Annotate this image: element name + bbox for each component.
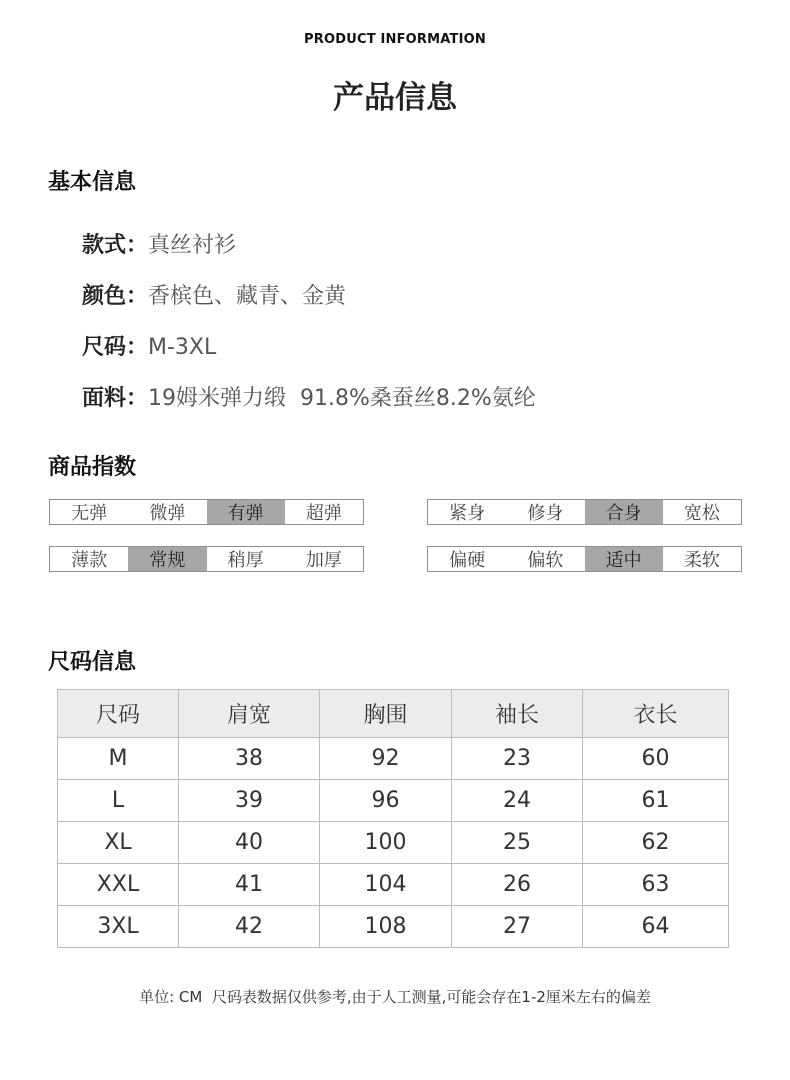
index-option: 紧身	[449, 503, 486, 524]
index-option: 无弹	[71, 503, 108, 524]
index-option: 修身	[527, 503, 564, 524]
thickness-index	[49, 546, 364, 572]
table-cell: 25	[452, 822, 583, 864]
table-cell: 40	[179, 822, 320, 864]
index-option: 适中	[585, 547, 663, 571]
table-cell: 26	[452, 864, 583, 906]
info-label: 颜色：	[82, 284, 149, 309]
index-option: 加厚	[305, 550, 342, 571]
info-value: 19姆米弹力缎 91.8%桑蚕丝8.2%氨纶	[148, 386, 536, 411]
info-label: 尺码：	[82, 335, 149, 360]
info-value: 香槟色、藏青、金黄	[148, 284, 347, 309]
info-value: M-3XL	[148, 335, 217, 360]
page-title: 产品信息	[333, 80, 457, 116]
column-header: 衣长	[583, 690, 729, 738]
info-row-fabric	[82, 381, 536, 412]
info-row-style	[82, 228, 236, 259]
info-label: 款式：	[82, 233, 149, 258]
info-value: 真丝衬衫	[148, 233, 237, 258]
table-cell: 42	[179, 906, 320, 948]
info-row-color	[82, 279, 346, 310]
column-header: 尺码	[58, 690, 179, 738]
index-option: 常规	[128, 547, 206, 571]
table-cell: 62	[583, 822, 729, 864]
column-header: 袖长	[452, 690, 583, 738]
size-footnote: 单位: CM 尺码表数据仅供参考,由于人工测量,可能会存在1-2厘米左右的偏差	[139, 988, 651, 1006]
table-row	[58, 822, 729, 864]
index-option: 柔软	[683, 550, 720, 571]
table-cell: 64	[583, 906, 729, 948]
table-cell: XL	[58, 822, 179, 864]
table-cell: 41	[179, 864, 320, 906]
index-option: 偏硬	[449, 550, 486, 571]
size-table	[57, 689, 729, 948]
index-option: 微弹	[149, 503, 186, 524]
table-cell: 92	[320, 738, 452, 780]
table-cell: 100	[320, 822, 452, 864]
index-option: 稍厚	[227, 550, 264, 571]
size-info-heading: 尺码信息	[48, 650, 137, 675]
fit-index	[427, 499, 742, 525]
eyebrow-text: PRODUCT INFORMATION	[304, 32, 486, 47]
column-header: 肩宽	[179, 690, 320, 738]
product-index-heading: 商品指数	[48, 455, 137, 480]
table-cell: 104	[320, 864, 452, 906]
table-cell: M	[58, 738, 179, 780]
softness-index	[427, 546, 742, 572]
table-cell: 39	[179, 780, 320, 822]
table-row	[58, 906, 729, 948]
index-option: 合身	[585, 500, 663, 524]
table-cell: 63	[583, 864, 729, 906]
info-row-size	[82, 330, 216, 361]
info-label: 面料：	[82, 386, 149, 411]
table-cell: XXL	[58, 864, 179, 906]
table-cell: 23	[452, 738, 583, 780]
table-cell: 61	[583, 780, 729, 822]
table-cell: 38	[179, 738, 320, 780]
index-option: 薄款	[71, 550, 108, 571]
table-row	[58, 780, 729, 822]
basic-info-heading: 基本信息	[48, 170, 137, 195]
index-option: 偏软	[527, 550, 564, 571]
table-cell: 96	[320, 780, 452, 822]
table-header-row	[58, 690, 729, 738]
index-option: 有弹	[207, 500, 285, 524]
table-row	[58, 864, 729, 906]
column-header: 胸围	[320, 690, 452, 738]
table-row	[58, 738, 729, 780]
table-cell: 60	[583, 738, 729, 780]
index-option: 超弹	[305, 503, 342, 524]
table-cell: 24	[452, 780, 583, 822]
table-cell: L	[58, 780, 179, 822]
table-cell: 27	[452, 906, 583, 948]
index-option: 宽松	[683, 503, 720, 524]
elasticity-index	[49, 499, 364, 525]
table-cell: 3XL	[58, 906, 179, 948]
table-cell: 108	[320, 906, 452, 948]
